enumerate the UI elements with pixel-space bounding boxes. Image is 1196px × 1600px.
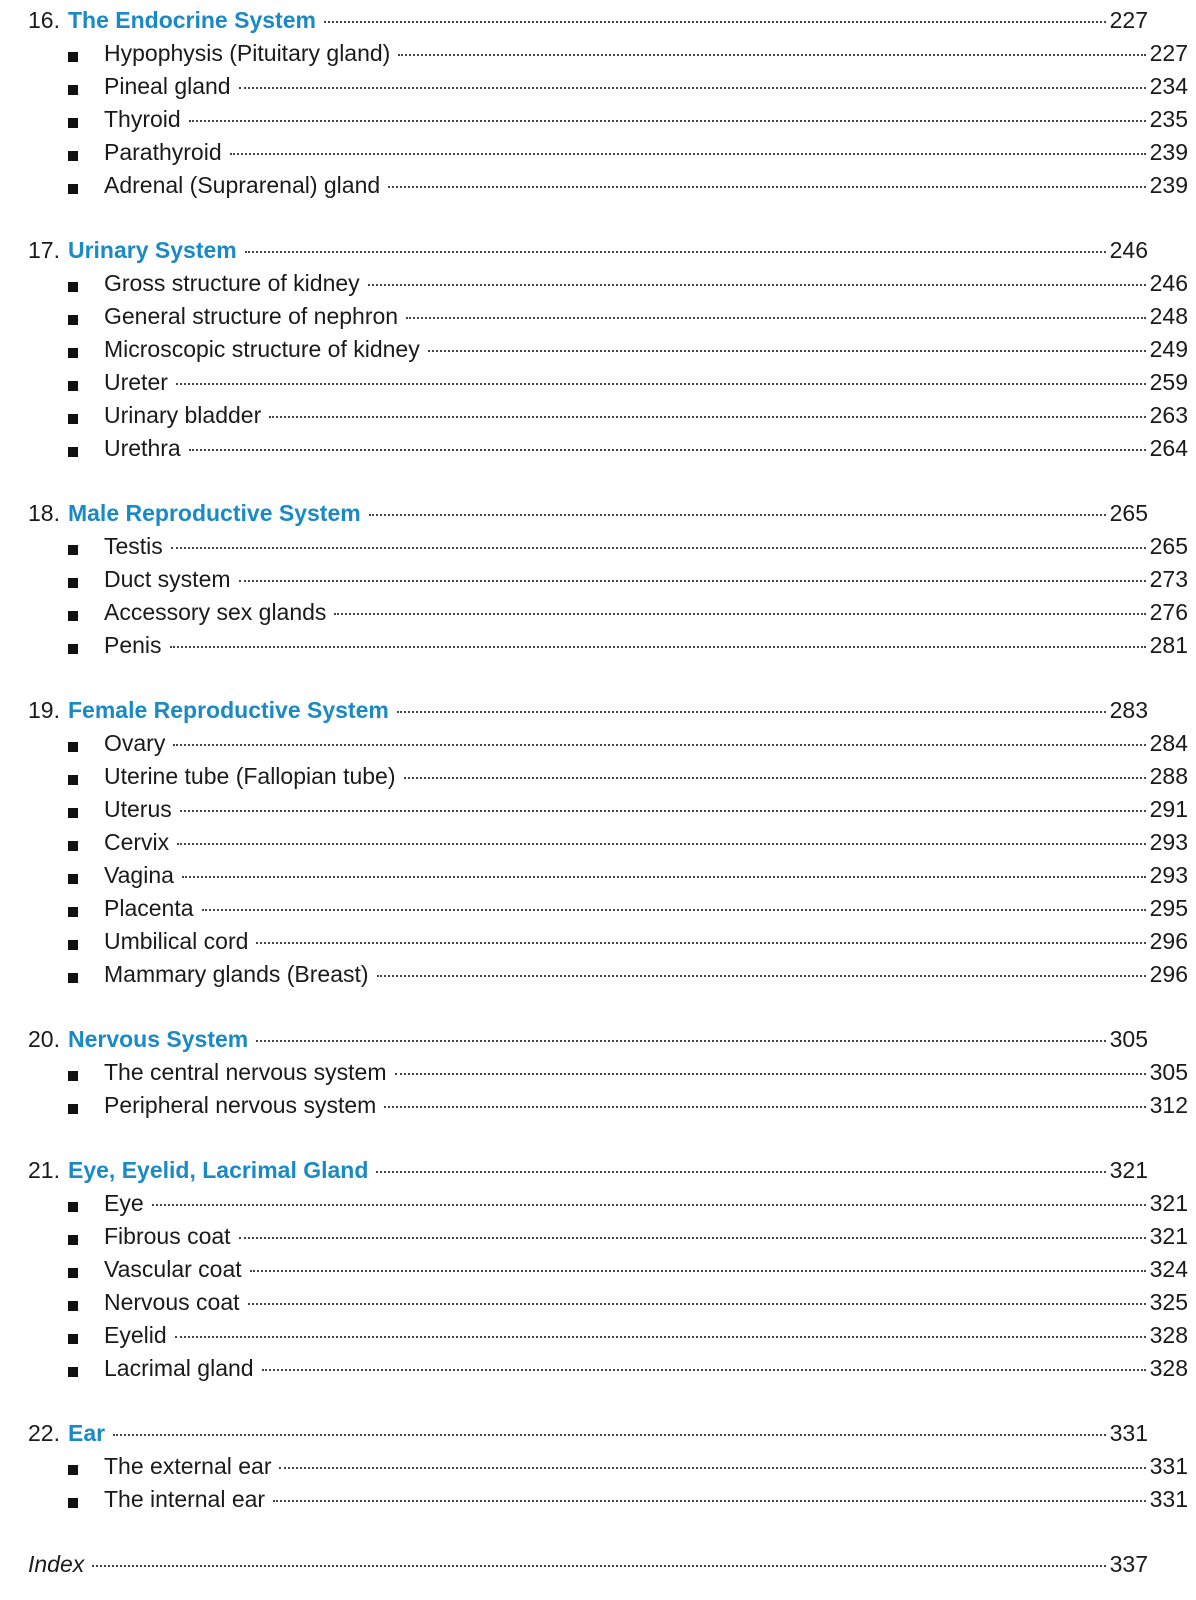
square-bullet-icon — [68, 1498, 78, 1508]
toc-item[interactable] — [28, 103, 1188, 136]
page-number: 325 — [1149, 1289, 1188, 1315]
page-number: 283 — [1109, 697, 1148, 723]
square-bullet-icon — [68, 742, 78, 752]
toc-item[interactable] — [28, 596, 1188, 629]
toc-item[interactable] — [28, 727, 1188, 760]
page-number: 227 — [1109, 7, 1148, 33]
item-title: Adrenal (Suprarenal) gland — [104, 172, 381, 198]
item-title: Eye — [104, 1190, 144, 1216]
page-number: 293 — [1149, 862, 1188, 888]
toc-item[interactable] — [28, 1056, 1188, 1089]
dot-leader — [256, 1040, 1105, 1042]
item-title: Eyelid — [104, 1322, 167, 1348]
dot-leader — [173, 744, 1145, 746]
toc-item[interactable] — [28, 1483, 1188, 1516]
page-number: 331 — [1149, 1453, 1188, 1479]
square-bullet-icon — [68, 118, 78, 128]
chapter-number: 20. — [28, 1026, 60, 1052]
chapter-entry[interactable] — [28, 1023, 1148, 1056]
dot-leader — [152, 1204, 1146, 1206]
dot-leader — [256, 942, 1145, 944]
chapter-number: 22. — [28, 1420, 60, 1446]
chapter-title: Urinary System — [67, 237, 237, 263]
item-title: Cervix — [104, 829, 170, 855]
dot-leader — [239, 87, 1146, 89]
item-title: Nervous coat — [104, 1289, 240, 1315]
dot-leader — [406, 317, 1146, 319]
toc-section — [0, 1023, 1196, 1122]
item-title: Mammary glands (Breast) — [104, 961, 369, 987]
square-bullet-icon — [68, 1268, 78, 1278]
page-number: 265 — [1149, 533, 1188, 559]
item-title: Uterine tube (Fallopian tube) — [104, 763, 396, 789]
square-bullet-icon — [68, 1235, 78, 1245]
page-number: 321 — [1149, 1190, 1188, 1216]
chapter-entry[interactable] — [28, 234, 1148, 267]
square-bullet-icon — [68, 1104, 78, 1114]
page-number: 296 — [1149, 928, 1188, 954]
page-number: 305 — [1149, 1059, 1188, 1085]
square-bullet-icon — [68, 940, 78, 950]
page-number: 276 — [1149, 599, 1188, 625]
item-title: Umbilical cord — [104, 928, 249, 954]
page-number: 337 — [1109, 1551, 1148, 1577]
dot-leader — [397, 711, 1106, 713]
square-bullet-icon — [68, 52, 78, 62]
item-title: The central nervous system — [104, 1059, 387, 1085]
dot-leader — [368, 284, 1146, 286]
square-bullet-icon — [68, 1301, 78, 1311]
square-bullet-icon — [68, 808, 78, 818]
chapter-title: The Endocrine System — [67, 7, 316, 33]
item-title: Ureter — [104, 369, 168, 395]
chapter-number: 19. — [28, 697, 60, 723]
square-bullet-icon — [68, 907, 78, 917]
square-bullet-icon — [68, 874, 78, 884]
toc-item[interactable] — [28, 333, 1188, 366]
page-number: 248 — [1149, 303, 1188, 329]
toc-item[interactable] — [28, 70, 1188, 103]
item-title: The internal ear — [104, 1486, 266, 1512]
toc-section — [0, 694, 1196, 991]
dot-leader — [92, 1565, 1105, 1567]
dot-leader — [279, 1467, 1145, 1469]
dot-leader — [239, 580, 1146, 582]
square-bullet-icon — [68, 315, 78, 325]
chapter-entry[interactable] — [28, 1154, 1148, 1187]
dot-leader — [377, 975, 1146, 977]
toc-item[interactable] — [28, 859, 1188, 892]
page-number: 281 — [1149, 632, 1188, 658]
toc-item[interactable] — [28, 37, 1188, 70]
item-title: Urinary bladder — [104, 402, 262, 428]
dot-leader — [171, 547, 1146, 549]
toc-item[interactable] — [28, 530, 1188, 563]
dot-leader — [428, 350, 1146, 352]
page-number: 296 — [1149, 961, 1188, 987]
dot-leader — [170, 646, 1146, 648]
dot-leader — [248, 1303, 1146, 1305]
toc-item[interactable] — [28, 793, 1188, 826]
item-title: Uterus — [104, 796, 172, 822]
item-title: Hypophysis (Pituitary gland) — [104, 40, 391, 66]
square-bullet-icon — [68, 1367, 78, 1377]
toc-item[interactable] — [28, 1450, 1188, 1483]
page-number: 239 — [1149, 139, 1188, 165]
square-bullet-icon — [68, 348, 78, 358]
index-entry[interactable] — [28, 1548, 1148, 1581]
dot-leader — [384, 1106, 1145, 1108]
toc-item[interactable] — [28, 1253, 1188, 1286]
toc-item[interactable] — [28, 300, 1188, 333]
dot-leader — [182, 876, 1146, 878]
toc-item[interactable] — [28, 563, 1188, 596]
page-number: 273 — [1149, 566, 1188, 592]
chapter-number: 17. — [28, 237, 60, 263]
toc-item[interactable] — [28, 1286, 1188, 1319]
square-bullet-icon — [68, 151, 78, 161]
page-number: 324 — [1149, 1256, 1188, 1282]
chapter-entry[interactable] — [28, 694, 1148, 727]
page-number: 246 — [1109, 237, 1148, 263]
page-number: 328 — [1149, 1355, 1188, 1381]
dot-leader — [376, 1171, 1105, 1173]
square-bullet-icon — [68, 447, 78, 457]
chapter-entry[interactable] — [28, 497, 1148, 530]
toc-section — [0, 497, 1196, 662]
toc-item[interactable] — [28, 826, 1188, 859]
chapter-title: Eye, Eyelid, Lacrimal Gland — [67, 1157, 369, 1183]
dot-leader — [369, 514, 1106, 516]
dot-leader — [189, 449, 1146, 451]
page-number: 246 — [1149, 270, 1188, 296]
chapter-number: 21. — [28, 1157, 60, 1183]
square-bullet-icon — [68, 1071, 78, 1081]
toc-item[interactable] — [28, 925, 1188, 958]
toc-item[interactable] — [28, 1319, 1188, 1352]
page-number: 234 — [1149, 73, 1188, 99]
chapter-entry[interactable] — [28, 1417, 1148, 1450]
page-number: 239 — [1149, 172, 1188, 198]
item-title: Penis — [104, 632, 162, 658]
item-title: Fibrous coat — [104, 1223, 231, 1249]
dot-leader — [113, 1434, 1106, 1436]
item-title: Ovary — [104, 730, 166, 756]
square-bullet-icon — [68, 973, 78, 983]
chapter-entry[interactable] — [28, 4, 1148, 37]
page-number: 295 — [1149, 895, 1188, 921]
toc-item[interactable] — [28, 1089, 1188, 1122]
page-number: 321 — [1149, 1223, 1188, 1249]
toc-item[interactable] — [28, 1187, 1188, 1220]
item-title: Microscopic structure of kidney — [104, 336, 420, 362]
item-title: Testis — [104, 533, 163, 559]
toc-item[interactable] — [28, 958, 1188, 991]
dot-leader — [175, 1336, 1146, 1338]
square-bullet-icon — [68, 545, 78, 555]
chapter-number: 16. — [28, 7, 60, 33]
page-number: 331 — [1149, 1486, 1188, 1512]
dot-leader — [230, 153, 1146, 155]
square-bullet-icon — [68, 381, 78, 391]
item-title: Lacrimal gland — [104, 1355, 254, 1381]
chapter-title: Female Reproductive System — [67, 697, 389, 723]
chapter-title: Male Reproductive System — [67, 500, 361, 526]
square-bullet-icon — [68, 414, 78, 424]
dot-leader — [239, 1237, 1146, 1239]
page-number: 312 — [1149, 1092, 1188, 1118]
item-title: Parathyroid — [104, 139, 222, 165]
item-title: General structure of nephron — [104, 303, 399, 329]
index-title: Index — [28, 1551, 85, 1577]
item-title: Vascular coat — [104, 1256, 242, 1282]
item-title: Gross structure of kidney — [104, 270, 360, 296]
square-bullet-icon — [68, 578, 78, 588]
toc-section — [0, 1154, 1196, 1385]
square-bullet-icon — [68, 184, 78, 194]
dot-leader — [202, 909, 1146, 911]
dot-leader — [176, 383, 1146, 385]
square-bullet-icon — [68, 841, 78, 851]
dot-leader — [273, 1500, 1146, 1502]
dot-leader — [395, 1073, 1146, 1075]
chapter-title: Ear — [67, 1420, 106, 1446]
page-number: 249 — [1149, 336, 1188, 362]
toc-item[interactable] — [28, 169, 1188, 202]
item-title: Duct system — [104, 566, 231, 592]
toc-item[interactable] — [28, 399, 1188, 432]
page-number: 331 — [1109, 1420, 1148, 1446]
dot-leader — [398, 54, 1145, 56]
dot-leader — [262, 1369, 1146, 1371]
square-bullet-icon — [68, 1465, 78, 1475]
toc-item[interactable] — [28, 267, 1188, 300]
toc-section — [0, 234, 1196, 465]
toc-item[interactable] — [28, 629, 1188, 662]
page-number: 293 — [1149, 829, 1188, 855]
dot-leader — [334, 613, 1145, 615]
page-number: 235 — [1149, 106, 1188, 132]
chapter-number: 18. — [28, 500, 60, 526]
page-number: 305 — [1109, 1026, 1148, 1052]
toc-item[interactable] — [28, 432, 1188, 465]
square-bullet-icon — [68, 85, 78, 95]
dot-leader — [180, 810, 1146, 812]
toc-section — [0, 1417, 1196, 1516]
item-title: Urethra — [104, 435, 181, 461]
square-bullet-icon — [68, 775, 78, 785]
dot-leader — [404, 777, 1146, 779]
toc-item[interactable] — [28, 1220, 1188, 1253]
item-title: Placenta — [104, 895, 194, 921]
page-number: 328 — [1149, 1322, 1188, 1348]
page-number: 291 — [1149, 796, 1188, 822]
item-title: Vagina — [104, 862, 174, 888]
toc-item[interactable] — [28, 892, 1188, 925]
page-number: 321 — [1109, 1157, 1148, 1183]
toc-item[interactable] — [28, 760, 1188, 793]
toc-item[interactable] — [28, 136, 1188, 169]
item-title: Thyroid — [104, 106, 181, 132]
square-bullet-icon — [68, 1202, 78, 1212]
dot-leader — [269, 416, 1145, 418]
square-bullet-icon — [68, 1334, 78, 1344]
page-number: 263 — [1149, 402, 1188, 428]
toc-section — [0, 4, 1196, 202]
page-number: 265 — [1109, 500, 1148, 526]
toc-item[interactable] — [28, 366, 1188, 399]
toc-item[interactable] — [28, 1352, 1188, 1385]
item-title: The external ear — [104, 1453, 272, 1479]
dot-leader — [245, 251, 1106, 253]
square-bullet-icon — [68, 611, 78, 621]
dot-leader — [177, 843, 1145, 845]
dot-leader — [189, 120, 1146, 122]
item-title: Peripheral nervous system — [104, 1092, 377, 1118]
square-bullet-icon — [68, 644, 78, 654]
page-number: 227 — [1149, 40, 1188, 66]
page-number: 288 — [1149, 763, 1188, 789]
item-title: Accessory sex glands — [104, 599, 327, 625]
square-bullet-icon — [68, 282, 78, 292]
dot-leader — [388, 186, 1145, 188]
dot-leader — [250, 1270, 1146, 1272]
page-number: 264 — [1149, 435, 1188, 461]
page-number: 284 — [1149, 730, 1188, 756]
toc-section-index — [0, 1548, 1196, 1581]
page-number: 259 — [1149, 369, 1188, 395]
chapter-title: Nervous System — [67, 1026, 249, 1052]
item-title: Pineal gland — [104, 73, 231, 99]
dot-leader — [324, 21, 1106, 23]
